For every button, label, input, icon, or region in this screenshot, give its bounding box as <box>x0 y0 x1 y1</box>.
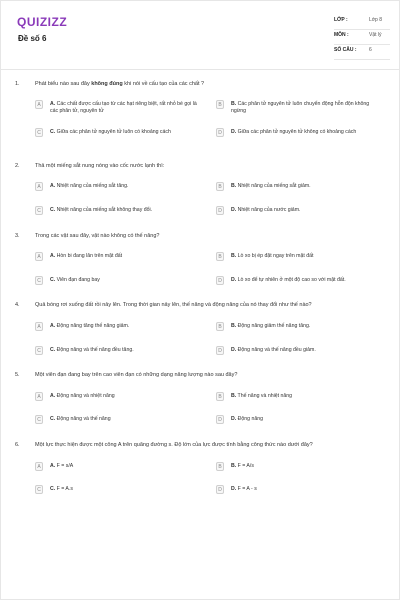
option-letter-box: C <box>35 485 43 494</box>
question-number: 4. <box>15 302 20 308</box>
option-text: D. Giữa các phân tử nguyên tử không có khoảng cách <box>231 129 357 135</box>
document-title: Đề số 6 <box>18 34 47 43</box>
meta-value: Lớp 8 <box>369 17 383 23</box>
option-text: C. Động năng và thế năng đều tăng. <box>50 347 134 353</box>
option-letter-box: C <box>35 206 43 215</box>
option-letter-box: B <box>216 182 224 191</box>
option-letter-box: A <box>35 462 43 471</box>
option-letter-box: C <box>35 276 43 285</box>
option-text: D. F = A - s <box>231 486 257 492</box>
question-text: Phát biểu nào sau đây không đúng khi nói về cấu tạo của các chất ? <box>35 81 205 87</box>
option-text: B. Các phân tử nguyên tử luôn chuyển động hỗn độn không ngừng <box>231 101 370 114</box>
option-letter-box: B <box>216 322 224 331</box>
question-number: 3. <box>15 233 20 239</box>
option-letter-box: A <box>35 252 43 261</box>
option-text: B. Động năng giảm thế năng tăng. <box>231 323 311 329</box>
question-text: Quả bóng rơi xuống đất rồi nảy lên. Trong thời gian nảy lên, thế năng và động năng của nó thay đổi như thế nào? <box>35 302 312 308</box>
option-letter-box: B <box>216 100 224 109</box>
option-text: D. Lò xo để tự nhiên ở một độ cao so với mặt đất. <box>231 277 346 283</box>
meta-value: 6 <box>369 47 372 53</box>
question-number: 6. <box>15 442 20 448</box>
option-letter-box: D <box>216 206 224 215</box>
option-letter-box: D <box>216 276 224 285</box>
option-letter-box: D <box>216 128 224 137</box>
meta-label: SỐ CÂU : <box>334 47 357 53</box>
option-letter-box: D <box>216 415 224 424</box>
option-letter-box: A <box>35 182 43 191</box>
option-letter-box: A <box>35 100 43 109</box>
option-text: B. F = A/s <box>231 463 254 469</box>
option-letter-box: C <box>35 346 43 355</box>
question-text: Một viên đạn đang bay trên cao viên đạn có những dạng năng lượng nào sau đây? <box>35 372 238 378</box>
quizizz-logo: QUIZIZZ <box>17 15 68 29</box>
meta-row-class <box>334 15 390 30</box>
option-text: A. Nhiệt năng của miếng sắt tăng. <box>50 183 129 189</box>
option-letter-box: C <box>35 415 43 424</box>
option-text: D. Nhiệt năng của nước giảm. <box>231 207 301 213</box>
option-text: B. Thế năng và nhiệt năng <box>231 393 293 399</box>
meta-row-count <box>334 45 390 60</box>
option-text: C. Nhiệt năng của miếng sắt không thay đổi. <box>50 207 153 213</box>
option-text: A. Động năng tăng thế năng giảm. <box>50 323 130 329</box>
question-text: Trong các vật sau đây, vật nào không có thế năng? <box>35 233 160 239</box>
meta-label: LỚP : <box>334 17 348 23</box>
option-text: C. Giữa các phân tử nguyên tử luôn có khoảng cách <box>50 129 171 135</box>
option-letter-box: B <box>216 462 224 471</box>
option-letter-box: A <box>35 322 43 331</box>
option-text: A. Động năng và nhiệt năng <box>50 393 115 399</box>
option-text: B. Nhiệt năng của miếng sắt giảm. <box>231 183 311 189</box>
option-letter-box: A <box>35 392 43 401</box>
meta-value: Vật lý <box>369 32 382 38</box>
option-text: C. F = A.s <box>50 486 73 492</box>
question-number: 5. <box>15 372 20 378</box>
option-text: D. Động năng <box>231 416 264 422</box>
option-letter-box: D <box>216 346 224 355</box>
option-text: A. Các chất được cấu tạo từ các hạt riêng biệt, rất nhỏ bé gọi là các phân tử, nguyên tử <box>50 101 197 114</box>
meta-panel <box>334 15 390 60</box>
worksheet-header <box>1 1 400 70</box>
option-text: D. Động năng và thế năng đều giảm. <box>231 347 316 353</box>
option-letter-box: C <box>35 128 43 137</box>
option-text: C. Viên đạn đang bay <box>50 277 100 283</box>
option-text: B. Lò xo bị ép đặt ngay trên mặt đất <box>231 253 314 259</box>
meta-row-subject <box>334 30 390 45</box>
option-letter-box: B <box>216 252 224 261</box>
option-text: A. F = s/A <box>50 463 74 469</box>
option-letter-box: B <box>216 392 224 401</box>
option-text: A. Hòn bi đang lăn trên mặt đất <box>50 253 123 259</box>
question-text: Một lực thực hiện được một công A trên quãng đường s. Độ lớn của lực được tính bằng công thức nào dưới đây? <box>35 442 313 448</box>
question-text: Thả một miếng sắt nung nóng vào cốc nước lạnh thì: <box>35 163 165 169</box>
option-text: C. Động năng và thế năng <box>50 416 111 422</box>
question-number: 1. <box>15 81 20 87</box>
question-number: 2. <box>15 163 20 169</box>
meta-label: MÔN : <box>334 32 349 38</box>
option-letter-box: D <box>216 485 224 494</box>
